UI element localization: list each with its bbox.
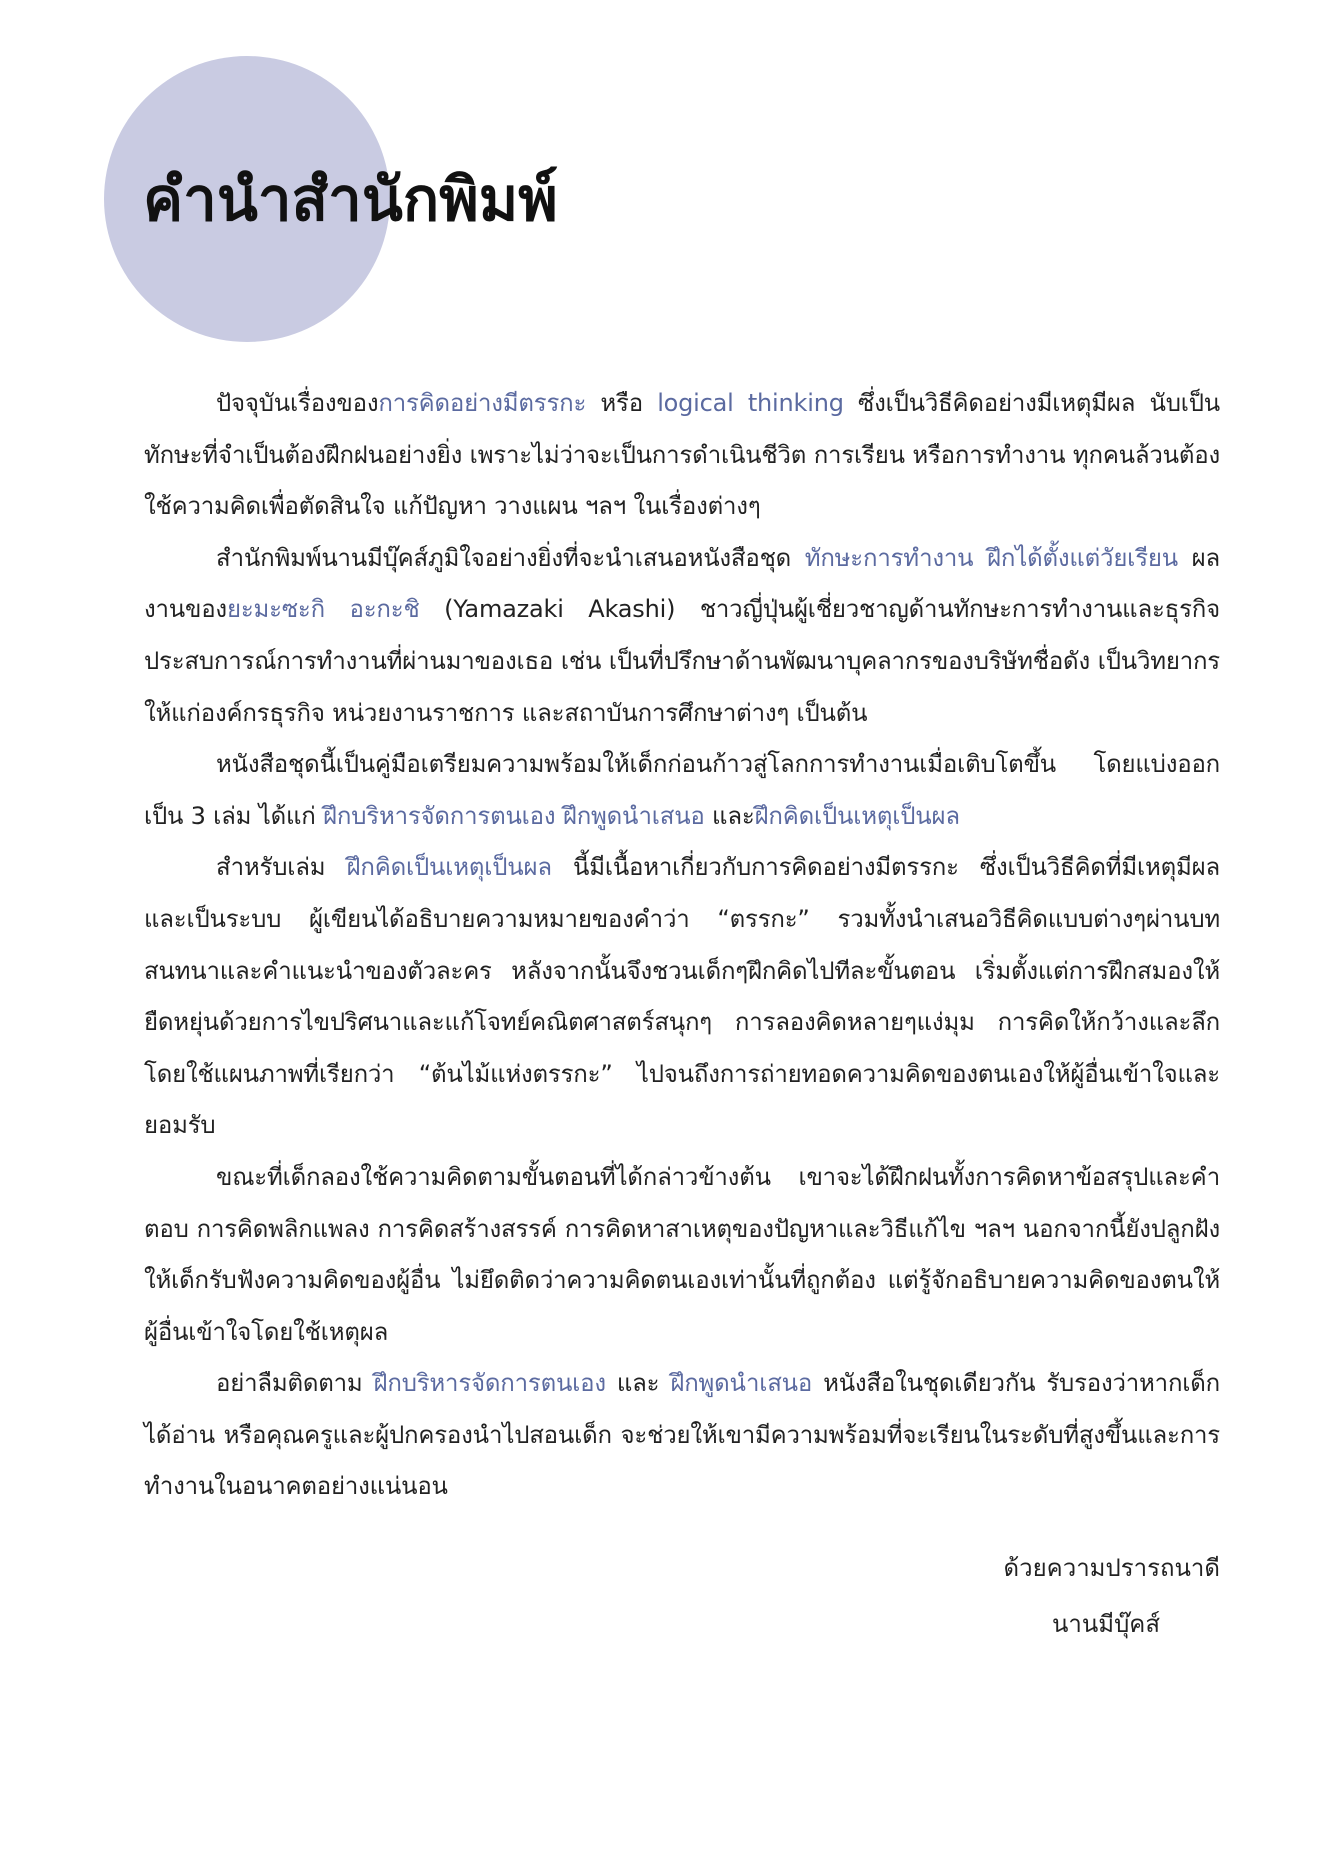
paragraph [144,533,1220,739]
highlighted-term: ทักษะการทำงาน ฝึกได้ตั้งแต่วัยเรียน [804,543,1178,572]
text-run: ปัจจุบันเรื่องของ [216,389,379,417]
text-run: สำนักพิมพ์นานมีบุ๊คส์ภูมิใจอย่างยิ่งที่จะนำเสนอหนังสือชุด [216,543,805,572]
closing-signature [1004,1540,1220,1652]
text-run: ซึ่งเป็นวิธีคิดอย่างมีเหตุมีผล นับเป็นทักษะที่จำเป็นต้องฝึกฝนอย่างยิ่ง เพราะไม่ว่าจะเป็นการดำเนินชีวิต การเรียน หรือการทำงาน ทุกคนล้วนต้องใช้ความคิดเพื่อตัดสินใจ แก้ปัญหา วางแผน ฯลฯ ในเรื่องต่างๆ [144,389,1220,521]
text-run: หนังสือชุดนี้เป็นคู่มือเตรียมความพร้อมให้เด็กก่อนก้าวสู่โลกการทำงานเมื่อเติบโตขึ้น โดยแบ่งออกเป็น 3 เล่ม ได้แก่ [144,750,1220,830]
page-title: คำนำสำนักพิมพ์ [143,165,558,235]
foreword-body [144,378,1220,1513]
highlighted-term: ยะมะซะกิ อะกะชิ [226,595,420,624]
closing-publisher: นานมีบุ๊คส์ [1051,1610,1160,1638]
highlighted-term: logical thinking [657,389,844,417]
text-run: นี้มีเนื้อหาเกี่ยวกับการคิดอย่างมีตรรกะ ซึ่งเป็นวิธีคิดที่มีเหตุมีผลและเป็นระบบ ผู้เขียนได้อธิบายความหมายของคำว่า “ตรรกะ” รวมทั้งนำเสนอวิธีคิดแบบต่างๆผ่านบทสนทนาและคำแนะนำของตัวละคร หลังจากนั้นจึงชวนเด็กๆฝึกคิดไปทีละขั้นตอน เริ่มตั้งแต่การฝึกสมองให้ยืดหยุ่นด้วยการไขปริศนาและแก้โจทย์คณิตศาสตร์สนุกๆ การลองคิดหลายๆแง่มุม การคิดให้กว้างและลึกโดยใช้แผนภาพที่เรียกว่า “ต้นไม้แห่งตรรกะ” ไปจนถึงการถ่ายทอดความคิดของตนเองให้ผู้อื่นเข้าใจและยอมรับ [144,853,1220,1140]
highlighted-term: การคิดอย่างมีตรรกะ [378,389,587,417]
paragraph [144,842,1220,1152]
highlighted-term: ฝึกบริหารจัดการตนเอง [373,1369,606,1398]
paragraph [144,378,1220,533]
closing-greeting: ด้วยความปรารถนาดี [1003,1554,1220,1582]
text-run: อย่าลืมติดตาม [216,1369,374,1398]
text-run: และ [605,1369,671,1398]
highlighted-term: ฝึกพูดนำเสนอ [562,801,705,830]
text-run: ขณะที่เด็กลองใช้ความคิดตามขั้นตอนที่ได้กล่าวข้างต้น เขาจะได้ฝึกฝนทั้งการคิดหาข้อสรุปและคำตอบ การคิดพลิกแพลง การคิดสร้างสรรค์ การคิดหาสาเหตุของปัญหาและวิธีแก้ไข ฯลฯ นอกจากนี้ยังปลูกฝังให้เด็กรับฟังความคิดของผู้อื่น ไม่ยึดติดว่าความคิดตนเองเท่านั้นที่ถูกต้อง แต่รู้จักอธิบายความคิดของตนให้ผู้อื่นเข้าใจโดยใช้เหตุผล [144,1162,1220,1346]
highlighted-term: ฝึกบริหารจัดการตนเอง [323,801,556,830]
text-run: หรือ [586,389,658,417]
text-run: หนังสือในชุดเดียวกัน รับรองว่าหากเด็กได้อ่าน หรือคุณครูและผู้ปกครองนำไปสอนเด็ก จะช่วยให้เขามีความพร้อมที่จะเรียนในระดับที่สูงขึ้นและการทำงานในอนาคตอย่างแน่นอน [144,1369,1220,1501]
highlighted-term: ฝึกคิดเป็นเหตุเป็นผล [754,801,960,830]
text-run [555,802,562,830]
text-run: ผลงานของ [144,543,1220,624]
text-run: และ [704,801,755,830]
paragraph [144,1152,1220,1358]
text-run: สำหรับเล่ม [216,853,347,882]
text-run: (Yamazaki Akashi) ชาวญี่ปุ่นผู้เชี่ยวชาญด้านทักษะการทำงานและธุรกิจ ประสบการณ์การทำงานที่ผ่านมาของเธอ เช่น เป็นที่ปรึกษาด้านพัฒนาบุคลากรของบริษัทชื่อดัง เป็นวิทยากรให้แก่องค์กรธุรกิจ หน่วยงานราชการ และสถาบันการศึกษาต่างๆ เป็นต้น [144,595,1220,727]
paragraph [144,1358,1220,1513]
highlighted-term: ฝึกคิดเป็นเหตุเป็นผล [346,853,552,882]
paragraph [144,739,1220,842]
highlighted-term: ฝึกพูดนำเสนอ [670,1369,813,1398]
